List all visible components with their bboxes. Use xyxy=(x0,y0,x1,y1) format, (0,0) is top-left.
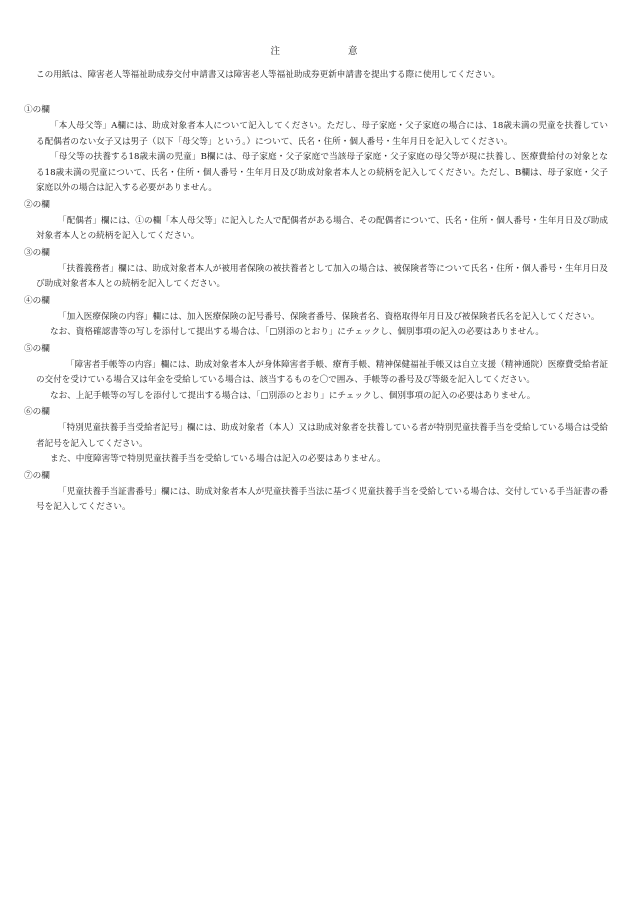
intro-text: この用紙は、障害老人等福祉助成券交付申請書又は障害老人等福祉助成券更新申請書を提出する際に使用してください。 xyxy=(36,70,501,80)
section-paragraph: 「加入医療保険の内容」欄には、加入医療保険の記号番号、保険者番号、保険者名、資格取得年月日及び被保険者氏名を記入してください。 xyxy=(58,311,600,322)
title-char-1: 注 xyxy=(270,46,282,57)
section-3 xyxy=(0,246,630,293)
section-7 xyxy=(0,469,630,516)
section-paragraph: 「障害者手帳等の内容」欄には、助成対象者本人が身体障害者手帳、療育手帳、精神保健福祉手帳又は自立支援（精神通院）医療費受給者証の交付を受けている場合又は年金を受給している場合は、該当するものを〇で囲み、手帳等の番号及び等級を記入してください。 xyxy=(36,359,608,385)
section-paragraph: 「扶養義務者」欄には、助成対象者本人が被用者保険の被扶養者として加入の場合は、被保険者等について氏名・住所・個人番号・生年月日及び助成対象者本人との続柄を記入してください。 xyxy=(36,263,608,289)
section-2 xyxy=(0,198,630,245)
section-paragraph: また、中度障害等で特別児童扶養手当を受給している場合は記入の必要はありません。 xyxy=(50,454,386,464)
section-paragraph: 「本人母父等」A欄には、助成対象者本人について記入してください。ただし、母子家庭・父子家庭の場合には、18歳未満の児童を扶養している配偶者のない女子又は男子（以下「母父等」という。）について、氏名・住所・個人番号・生年月日を記入してください。 xyxy=(36,121,608,147)
section-heading: ③の欄 xyxy=(24,247,50,258)
section-paragraph: なお、資格確認書等の写しを添付して提出する場合は、「□別添のとおり」にチェックし、個別事項の記入の必要はありません。 xyxy=(50,327,544,337)
section-paragraph: 「特別児童扶養手当受給者記号」欄には、助成対象者（本人）又は助成対象者を扶養している者が特別児童扶養手当を受給している場合は受給者記号を記入してください。 xyxy=(36,423,609,449)
section-paragraph: 「配偶者」欄には、①の欄「本人母父等」に記入した人で配偶者がある場合、その配偶者について、氏名・住所・個人番号・生年月日及び助成対象者本人との続柄を記入してください。 xyxy=(36,215,608,241)
notice-body xyxy=(0,102,630,517)
page-title xyxy=(0,44,630,60)
section-paragraph: なお、上記手帳等の写しを添付して提出する場合は、「□別添のとおり」にチェックし、個別事項の記入の必要はありません。 xyxy=(50,390,536,401)
section-heading: ⑤の欄 xyxy=(24,343,50,354)
section-heading: ④の欄 xyxy=(24,295,50,306)
section-heading: ⑦の欄 xyxy=(24,470,50,481)
title-char-2: 意 xyxy=(348,46,360,57)
section-heading: ②の欄 xyxy=(24,199,50,210)
section-1 xyxy=(0,103,630,197)
section-paragraph: 「母父等の扶養する18歳未満の児童」B欄には、母子家庭・父子家庭で当該母子家庭・父子家庭の母父等が現に扶養し、医療費給付の対象となる18歳未満の児童について、氏名・住所・個人番号・生年月日及び助成対象者本人との続柄を記入してください。ただし、B欄は、母子家庭・父子家庭以外の場合は記入する必要がありません。 xyxy=(36,152,608,193)
section-heading: ①の欄 xyxy=(24,105,50,115)
section-paragraph: 「児童扶養手当証書番号」欄には、助成対象者本人が児童扶養手当法に基づく児童扶養手当を受給している場合は、交付している手当証書の番号を記入してください。 xyxy=(36,486,609,512)
section-4 xyxy=(0,294,630,341)
section-5 xyxy=(0,342,630,405)
section-6 xyxy=(0,405,630,468)
section-heading: ⑥の欄 xyxy=(24,407,50,417)
